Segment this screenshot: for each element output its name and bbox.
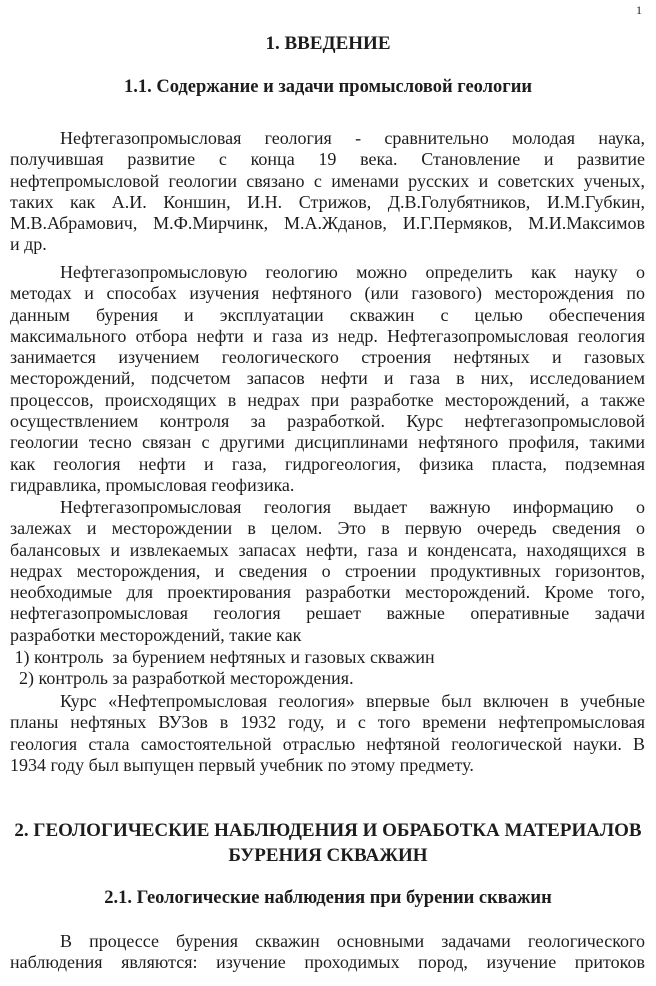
task-list xyxy=(10,647,645,690)
text-line: разработки месторождений, такие как xyxy=(10,624,302,645)
text-line: занимается изучением геологического строения нефтяных и газовых xyxy=(10,347,645,368)
section-2-title-line-2: БУРЕНИЯ СКВАЖИН xyxy=(228,845,428,866)
subsection-2-1-title: 2.1. Геологические наблюдения при бурении скважин xyxy=(104,888,552,908)
text-line: В процессе бурения скважин основными задачами геологического xyxy=(60,931,645,951)
text-line: месторождений, подсчетом запасов нефти и газа в них, исследованием xyxy=(10,368,645,389)
text-line: М.В.Абрамович, М.Ф.Мирчинк, М.А.Жданов, И.Г.Пермяков, М.И.Максимов xyxy=(10,213,645,234)
text-line: и др. xyxy=(10,234,47,255)
paragraph-2 xyxy=(10,262,645,496)
text-line: балансовых и извлекаемых запасах нефти, газа и конденсата, находящихся в xyxy=(10,539,645,560)
list-item: 2) контроль за разработкой месторождения. xyxy=(10,668,354,689)
text-line: осуществлением контроля за разработкой. Курс нефтегазопромысловой xyxy=(10,411,645,432)
text-line: Нефтегазопромысловая геология выдает важную информацию о xyxy=(60,497,645,517)
text-line: методах и способах изучения нефтяного (или газового) месторождения по xyxy=(10,283,645,304)
text-line: геология стала самостоятельной отраслью нефтяной геологической науки. В xyxy=(10,733,645,754)
text-line: данным бурения и эксплуатации скважин с целью обеспечения xyxy=(10,304,645,325)
text-line: Курс «Нефтепромысловая геология» впервые был включен в учебные xyxy=(60,691,645,711)
paragraph-5 xyxy=(10,931,645,974)
text-line: Нефтегазопромысловую геологию можно определить как науку о xyxy=(60,262,645,282)
section-1-title: 1. ВВЕДЕНИЕ xyxy=(265,33,391,54)
text-line: геологии тесно связан с другими дисциплинами нефтяного профиля, такими xyxy=(10,432,645,453)
text-line: недрах месторождения, и сведения о строении продуктивных горизонтов, xyxy=(10,560,645,581)
text-line: наблюдения являются: изучение проходимых пород, изучение притоков xyxy=(10,952,645,973)
text-line: гидравлика, промысловая геофизика. xyxy=(10,474,295,495)
text-line: таких как А.И. Коншин, И.Н. Стрижов, Д.В.Голубятников, И.М.Губкин, xyxy=(10,191,645,212)
text-line: нефтегазопромысловая геология решает важные оперативные задачи xyxy=(10,603,645,624)
text-line: планы нефтяных ВУЗов в 1932 году, и с того времени нефтепромысловая xyxy=(10,712,645,733)
paragraph-4 xyxy=(10,691,645,776)
text-line: нефтепромысловой геологии связано с именами русских и советских ученых, xyxy=(10,170,645,191)
section-2-title-line-1: 2. ГЕОЛОГИЧЕСКИЕ НАБЛЮДЕНИЯ И ОБРАБОТКА МАТЕРИАЛОВ xyxy=(14,820,642,841)
paragraph-3 xyxy=(10,497,645,646)
list-item: 1) контроль за бурением нефтяных и газовых скважин xyxy=(10,647,435,667)
subsection-1-1-title: 1.1. Содержание и задачи промысловой геологии xyxy=(123,77,533,97)
paragraph-1 xyxy=(10,128,645,256)
text-line: необходимые для проектирования разработки месторождений. Кроме того, xyxy=(10,582,645,603)
text-line: максимального отбора нефти и газа из недр. Нефтегазопромысловая геология xyxy=(10,325,645,346)
text-line: 1934 году был выпущен первый учебник по этому предмету. xyxy=(10,754,474,775)
text-line: Нефтегазопромысловая геология - сравнительно молодая наука, xyxy=(60,128,645,148)
text-line: получившая развитие с конца 19 века. Становление и развитие xyxy=(10,149,645,170)
text-line: залежах и месторождении в целом. Это в первую очередь сведения о xyxy=(10,518,645,539)
text-line: как геология нефти и газа, гидрогеология, физика пласта, подземная xyxy=(10,453,645,474)
page-number: 1 xyxy=(636,3,642,17)
text-line: процессов, происходящих в недрах при разработке месторождений, а также xyxy=(10,389,645,410)
